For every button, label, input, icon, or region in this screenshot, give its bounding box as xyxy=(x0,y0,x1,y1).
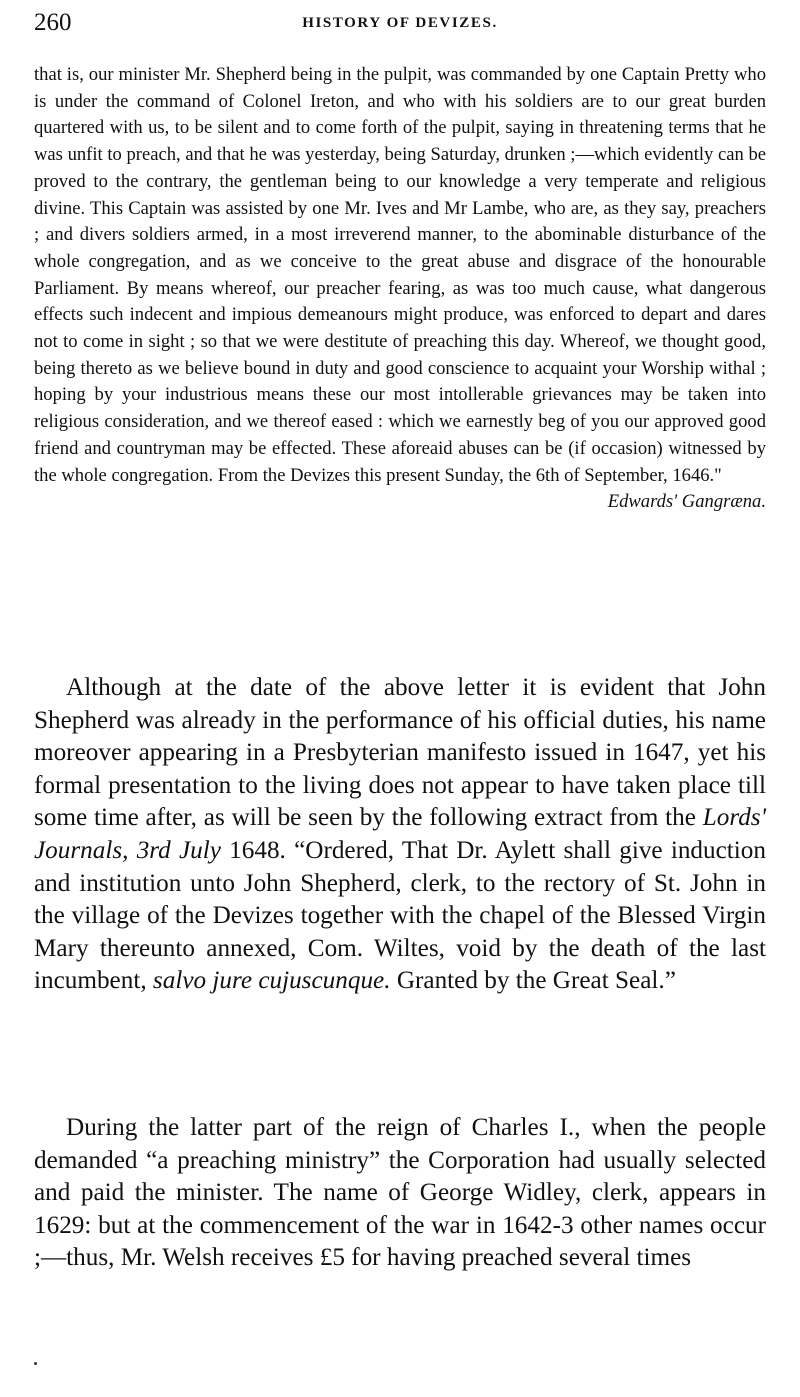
paragraph-shepherd-text-1: Although at the date of the above letter it is evident that John Shepherd was already in the performance of his official duties, his name moreover appearing in a Presbyterian manifesto issued in 1647, yet his formal presentation to the living does not appear to have taken place till some time after, as will be seen by the following extract from the xyxy=(34,674,766,832)
page-header xyxy=(34,6,766,42)
paragraph-charles: During the latter part of the reign of Charles I., when the people demanded “a preaching ministry” the Corporation had usually selected and paid the minister. The name of George Widley, clerk, appears in 1629: but at the commencement of the war in 1642-3 other names occur ;—thus, Mr. Welsh receives £5 for having preached several times xyxy=(34,1114,766,1272)
paragraph-shepherd xyxy=(34,672,766,998)
citation: Edwards' Gangræna. xyxy=(607,491,766,513)
running-head: HISTORY OF DEVIZES. xyxy=(302,15,498,31)
page-number: 260 xyxy=(34,9,72,36)
quoted-letter xyxy=(34,62,766,516)
paragraph-shepherd-text-3: Granted by the Great Seal.” xyxy=(390,967,676,995)
paragraph-shepherd-text-2: 1648. “Ordered, That Dr. Aylett shall give induction and institution unto John Shepherd, clerk, to the rectory of St. John in the village of the Devizes together with the chapel of the Blessed Virgin Mary thereunto annexed, Com. Wiltes, void by the death of the last incumbent, xyxy=(34,836,766,995)
latin-phrase: salvo jure cujuscunque. xyxy=(152,967,391,995)
ink-speck xyxy=(34,1362,37,1365)
lords-journals-ref: Lords' Journals, 3rd July xyxy=(34,804,766,864)
quoted-letter-text: that is, our minister Mr. Shepherd being in the pulpit, was commanded by one Captain Pretty who is under the command of Colonel Ireton, and who with his soldiers are to our great burden quartered with us, to be silent and to come forth of the pulpit, saying in threatening terms that he was unfit to preach, and that he was yesterday, being Saturday, drunken ;—which evidently can be proved to the contrary, the gentleman being to our knowledge a very temperate and religious divine. This Captain was assisted by one Mr. Ives and Mr Lambe, who are, as they say, preachers ; and divers soldiers armed, in a most irreverend manner, to the abominable disturbance of the whole congregation, and as we conceive to the great abuse and disgrace of the honourable Parliament. By means whereof, our preacher fearing, as was too much cause, what dangerous effects such indecent and impious demeanours might produce, was enforced to depart and dares not to come in sight ; so that we were destitute of preaching this day. Whereof, we thought good, being thereto as we believe bound in duty and good conscience to acquaint your Worship withal ; hoping by your industrious means these our most intollerable grievances may be taken into religious consideration, and we thereof eased : which we earnestly beg of you our approved good friend and countryman may be effected. These aforeaid abuses can be (if occasion) witnessed by the whole congregation. From the Devizes this present Sunday, the 6th of September, 1646." xyxy=(34,64,766,486)
